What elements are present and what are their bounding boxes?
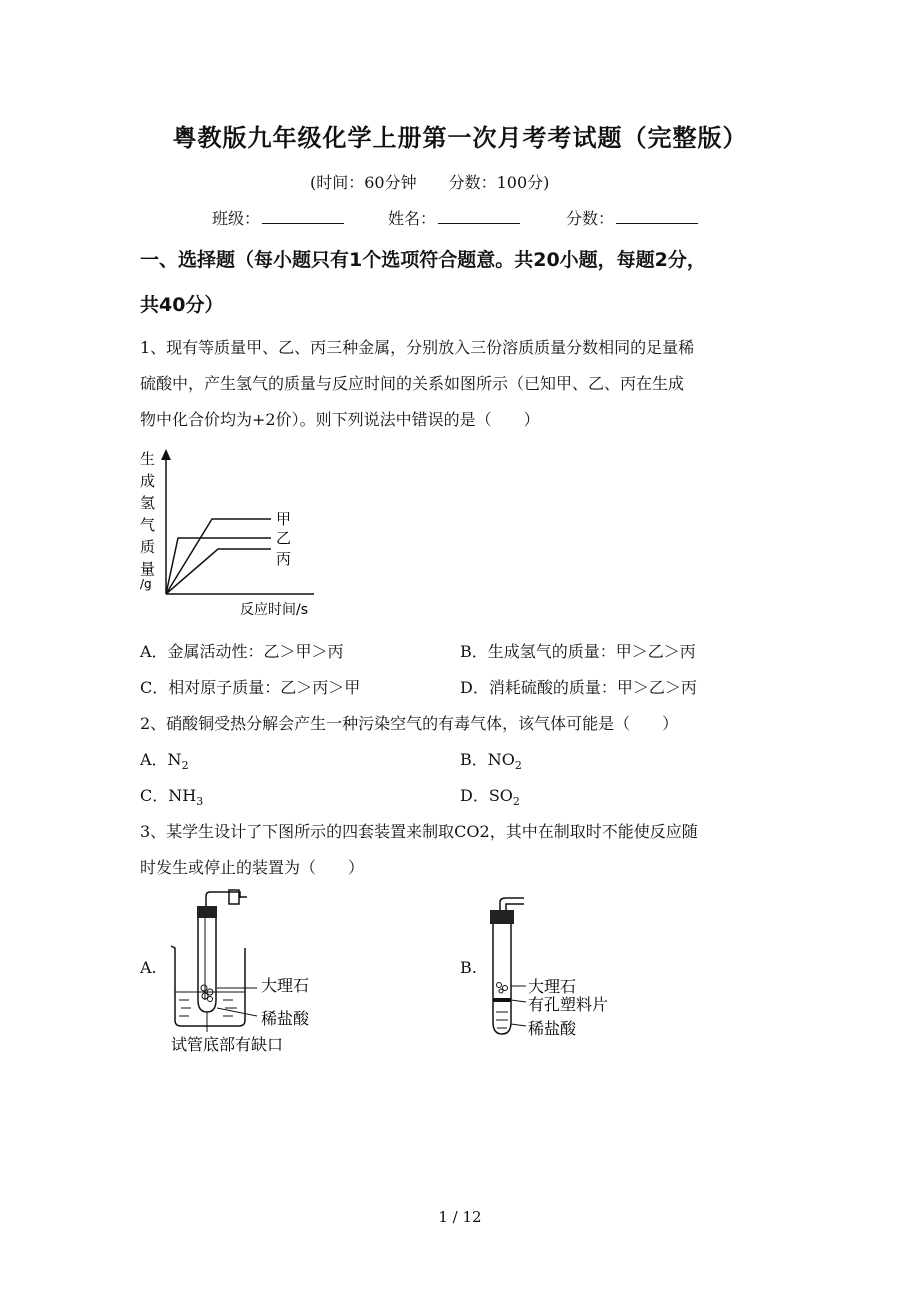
q3-apparatus-a bbox=[165, 888, 325, 1058]
label-marble: 大理石 bbox=[261, 976, 310, 995]
q3-text-line1: 3、某学生设计了下图所示的四套装置来制取CO2，其中在制取时不能使反应随 bbox=[140, 822, 698, 841]
series-line-yi bbox=[166, 538, 271, 594]
series-label-yi: 乙 bbox=[276, 529, 292, 547]
q1-text-line3: 物中化合价均为+2价）。则下列说法中错误的是（ ） bbox=[140, 410, 540, 429]
acid-dashes bbox=[496, 1012, 508, 1028]
pointer-acid bbox=[511, 1024, 526, 1026]
q2-option-a-sub: 2 bbox=[181, 759, 189, 773]
page-title: 粤教版九年级化学上册第一次月考考试题（完整版） bbox=[172, 124, 748, 152]
q2-option-b-sub: 2 bbox=[514, 759, 522, 773]
label-tube-notch: 试管底部有缺口 bbox=[171, 1035, 284, 1054]
q1-chart-x-label: 反应时间/s bbox=[240, 602, 309, 618]
ylabel-unit: /g bbox=[140, 577, 152, 591]
q2-option-b-label: B．NO bbox=[460, 750, 515, 769]
q1-option-d[interactable]: D．消耗硫酸的质量：甲＞乙＞丙 bbox=[460, 678, 697, 697]
pointer-plate bbox=[511, 1000, 526, 1002]
stopper bbox=[197, 906, 217, 918]
q2-option-a-label: A．N bbox=[140, 750, 182, 769]
ylabel-char: 氢 bbox=[140, 494, 156, 512]
stopper bbox=[490, 910, 514, 924]
q1-option-b[interactable]: B．生成氢气的质量：甲＞乙＞丙 bbox=[460, 642, 696, 661]
label-marble: 大理石 bbox=[528, 977, 577, 996]
q1-hydrogen-chart bbox=[136, 446, 336, 626]
ylabel-char: 成 bbox=[140, 472, 156, 490]
marble-chips bbox=[201, 985, 213, 1002]
label-plate: 有孔塑料片 bbox=[528, 995, 609, 1014]
marble-chips bbox=[497, 983, 508, 994]
q1-chart-y-label bbox=[140, 450, 155, 591]
q1-option-c[interactable]: C．相对原子质量：乙＞丙＞甲 bbox=[140, 678, 361, 697]
class-blank[interactable] bbox=[262, 209, 344, 224]
series-line-bing bbox=[166, 549, 271, 594]
series-label-jia: 甲 bbox=[276, 510, 292, 528]
exam-time-info: (时间：60分钟 分数：100分) bbox=[310, 173, 550, 192]
y-axis-arrow bbox=[161, 449, 171, 460]
ylabel-char: 生 bbox=[140, 450, 156, 468]
test-tube bbox=[493, 924, 511, 1034]
q2-option-d-label: D．SO bbox=[460, 786, 513, 805]
perforated-plate bbox=[493, 998, 511, 1002]
acid-dashes bbox=[179, 1000, 237, 1016]
q2-option-d-sub: 2 bbox=[512, 795, 520, 809]
series-label-bing: 丙 bbox=[276, 550, 292, 568]
pointer-acid bbox=[217, 1008, 257, 1016]
score-field bbox=[566, 206, 698, 229]
page-number: 1 / 12 bbox=[438, 1208, 482, 1226]
label-acid: 稀盐酸 bbox=[528, 1019, 577, 1038]
beaker bbox=[171, 946, 245, 1026]
q3-option-b[interactable]: B. bbox=[460, 958, 477, 977]
delivery-tube-inner bbox=[506, 904, 524, 910]
q3-apparatus-b bbox=[482, 888, 622, 1048]
name-label: 姓名： bbox=[388, 209, 437, 228]
q2-option-c-sub: 3 bbox=[196, 795, 204, 809]
q3-option-a[interactable]: A. bbox=[140, 958, 157, 977]
name-blank[interactable] bbox=[438, 209, 520, 224]
q1-text-line2: 硫酸中，产生氢气的质量与反应时间的关系如图所示（已知甲、乙、丙在生成 bbox=[140, 374, 685, 393]
q1-option-a[interactable]: A．金属活动性：乙＞甲＞丙 bbox=[140, 642, 344, 661]
ylabel-char: 质 bbox=[140, 538, 156, 556]
q2-option-c-label: C．NH bbox=[140, 786, 197, 805]
series-line-jia bbox=[166, 519, 271, 594]
q1-text-line1: 1、现有等质量甲、乙、丙三种金属，分别放入三份溶质质量分数相同的足量稀 bbox=[140, 338, 695, 357]
label-acid: 稀盐酸 bbox=[261, 1009, 310, 1028]
ylabel-char: 量 bbox=[140, 560, 156, 578]
class-label: 班级： bbox=[212, 209, 261, 228]
ylabel-char: 气 bbox=[140, 516, 156, 534]
q3-text-line2: 时发生或停止的装置为（ ） bbox=[140, 858, 365, 877]
section-heading-line1: 一、选择题（每小题只有1个选项符合题意。共20小题，每题2分， bbox=[140, 249, 706, 271]
class-field bbox=[212, 206, 344, 229]
section-heading-line2: 共40分） bbox=[140, 294, 224, 316]
q2-text-line1: 2、硝酸铜受热分解会产生一种污染空气的有毒气体，该气体可能是（ ） bbox=[140, 714, 679, 733]
score-label: 分数： bbox=[566, 209, 615, 228]
score-blank[interactable] bbox=[616, 209, 698, 224]
name-field bbox=[388, 206, 520, 229]
